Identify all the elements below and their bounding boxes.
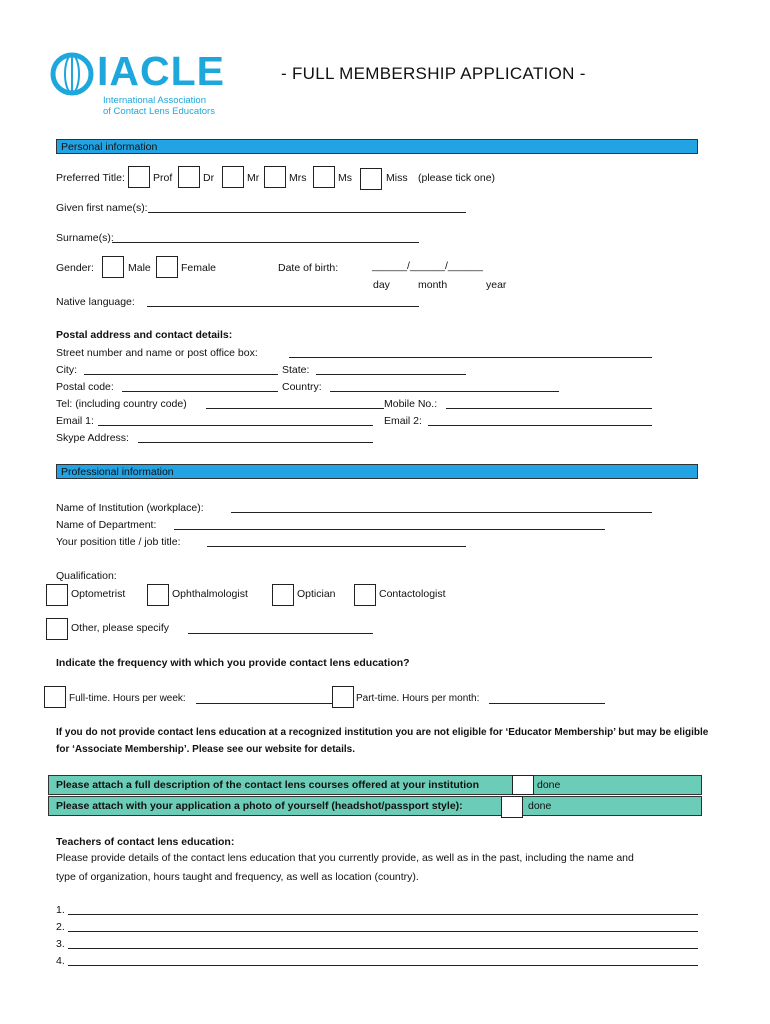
logo-subtitle-line1: International Association [103, 95, 206, 106]
tel-field[interactable] [206, 408, 384, 409]
logo-subtitle [103, 95, 215, 117]
title-option-ms: Ms [338, 172, 352, 184]
skype-field[interactable] [138, 442, 373, 443]
section-personal-information: Personal information [56, 139, 698, 154]
qualification-other-label: Other, please specify [71, 622, 170, 634]
gender-label: Gender: [56, 262, 94, 274]
postal-heading: Postal address and contact details: [56, 329, 233, 341]
teaching-item-field[interactable] [68, 965, 698, 966]
postal-code-field[interactable] [122, 391, 278, 392]
native-language-label: Native language: [56, 296, 135, 308]
institution-field[interactable] [231, 512, 652, 513]
teaching-item-number: 3. [56, 938, 65, 950]
tel-label: Tel: (including country code) [56, 398, 187, 410]
teachers-description-line1: Please provide details of the contact lens education that you currently provide, as well as in the past, including the name and [56, 852, 634, 864]
institution-label: Name of Institution (workplace): [56, 502, 204, 514]
qualification-option-optician: Optician [297, 588, 336, 600]
mobile-field[interactable] [446, 408, 652, 409]
country-label: Country: [282, 381, 322, 393]
attach-courses-done: done [537, 779, 561, 791]
gender-female-checkbox[interactable] [156, 256, 178, 278]
qualification-option-optometrist: Optometrist [71, 588, 126, 600]
teaching-item-field[interactable] [68, 931, 698, 932]
dob-label: Date of birth: [278, 262, 339, 274]
gender-option-female: Female [181, 262, 217, 274]
qualification-other-checkbox[interactable] [46, 618, 68, 640]
postal-code-label: Postal code: [56, 381, 114, 393]
title-dr-checkbox[interactable] [178, 166, 200, 188]
city-label: City: [56, 364, 77, 376]
teaching-item-number: 1. [56, 904, 65, 916]
parttime-label: Part-time. Hours per month: [356, 693, 480, 704]
attach-photo-done: done [528, 800, 552, 812]
title-ms-checkbox[interactable] [313, 166, 335, 188]
surname-field[interactable] [112, 242, 419, 243]
fulltime-checkbox[interactable] [44, 686, 66, 708]
attach-photo-text: Please attach with your application a photo of yourself (headshot/passport style): [56, 800, 463, 812]
title-miss-checkbox[interactable] [360, 168, 382, 190]
native-language-field[interactable] [147, 306, 419, 307]
dob-day-label: day [373, 279, 390, 291]
qualification-option-ophthalmologist: Ophthalmologist [172, 588, 248, 600]
dob-month-label: month [418, 279, 448, 291]
qualification-label: Qualification: [56, 570, 117, 582]
given-names-field[interactable] [148, 212, 466, 213]
attach-courses-checkbox[interactable] [512, 775, 534, 795]
city-field[interactable] [84, 374, 278, 375]
frequency-question: Indicate the frequency with which you provide contact lens education? [56, 657, 410, 669]
title-prof-checkbox[interactable] [128, 166, 150, 188]
attach-photo-checkbox[interactable] [501, 796, 523, 818]
title-option-mr: Mr [247, 172, 260, 184]
teaching-item-number: 4. [56, 955, 65, 967]
title-mr-checkbox[interactable] [222, 166, 244, 188]
attach-courses-text: Please attach a full description of the contact lens courses offered at your institution [56, 779, 479, 791]
department-field[interactable] [174, 529, 605, 530]
surname-label: Surname(s): [56, 232, 114, 244]
gender-male-checkbox[interactable] [102, 256, 124, 278]
title-option-dr: Dr [203, 172, 215, 184]
qualification-optometrist-checkbox[interactable] [46, 584, 68, 606]
state-label: State: [282, 364, 310, 376]
title-note: (please tick one) [418, 172, 496, 184]
fulltime-hours-field[interactable] [196, 703, 332, 704]
teachers-heading: Teachers of contact lens education: [56, 836, 235, 848]
teaching-item-field[interactable] [68, 914, 698, 915]
parttime-hours-field[interactable] [489, 703, 605, 704]
email2-field[interactable] [428, 425, 652, 426]
page-title: - FULL MEMBERSHIP APPLICATION - [281, 64, 586, 83]
fulltime-label: Full-time. Hours per week: [69, 693, 186, 704]
title-option-prof: Prof [153, 172, 173, 184]
department-label: Name of Department: [56, 519, 157, 531]
title-mrs-checkbox[interactable] [264, 166, 286, 188]
teaching-item-number: 2. [56, 921, 65, 933]
email1-field[interactable] [98, 425, 373, 426]
qualification-option-contactologist: Contactologist [379, 588, 446, 600]
given-names-label: Given first name(s): [56, 202, 148, 214]
parttime-checkbox[interactable] [332, 686, 354, 708]
street-field[interactable] [289, 357, 652, 358]
section-professional-information: Professional information [56, 464, 698, 479]
iacle-globe-logo-icon [50, 52, 94, 96]
qualification-other-field[interactable] [188, 633, 373, 634]
logo-subtitle-line2: of Contact Lens Educators [103, 106, 215, 117]
title-option-mrs: Mrs [289, 172, 307, 184]
teachers-description-line2: type of organization, hours taught and frequency, as well as location (country). [56, 871, 419, 883]
teaching-item-field[interactable] [68, 948, 698, 949]
street-label: Street number and name or post office box: [56, 347, 258, 359]
dob-field[interactable]: ______/______/______ [372, 260, 483, 272]
qualification-contactologist-checkbox[interactable] [354, 584, 376, 606]
logo-wordmark: IACLE [97, 48, 225, 94]
title-option-miss: Miss [386, 172, 408, 184]
dob-year-label: year [486, 279, 507, 291]
country-field[interactable] [330, 391, 559, 392]
preferred-title-label: Preferred Title: [56, 172, 125, 184]
skype-label: Skype Address: [56, 432, 129, 444]
state-field[interactable] [316, 374, 466, 375]
gender-option-male: Male [128, 262, 151, 274]
mobile-label: Mobile No.: [384, 398, 438, 410]
email1-label: Email 1: [56, 415, 94, 427]
qualification-ophthalmologist-checkbox[interactable] [147, 584, 169, 606]
email2-label: Email 2: [384, 415, 422, 427]
position-label: Your position title / job title: [56, 536, 181, 548]
position-field[interactable] [207, 546, 466, 547]
eligibility-note-line2: for ‘Associate Membership’. Please see our website for details. [56, 744, 355, 755]
eligibility-note-line1: If you do not provide contact lens education at a recognized institution you are not eligible for ‘Educator Membership’ but may be eligible [56, 727, 709, 738]
qualification-optician-checkbox[interactable] [272, 584, 294, 606]
